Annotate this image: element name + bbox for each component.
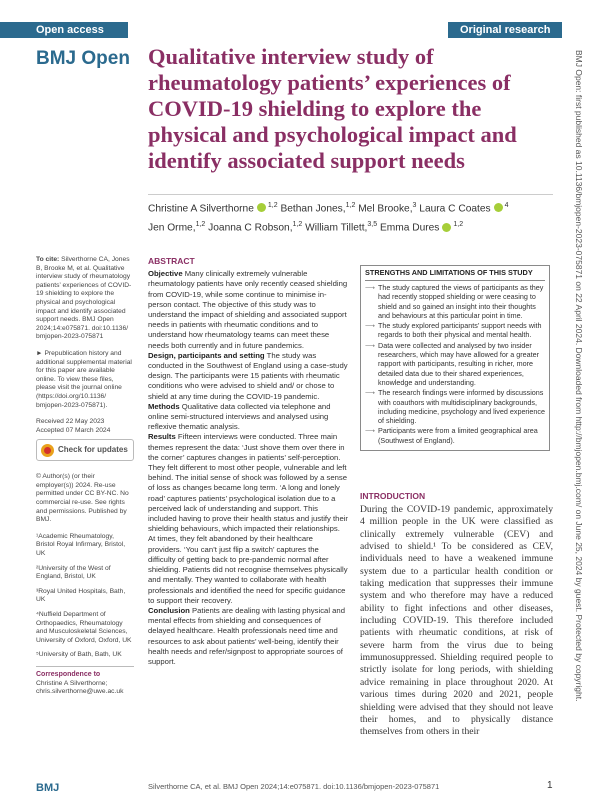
abstract-section-label: Methods <box>148 401 180 411</box>
orcid-icon[interactable] <box>494 203 503 212</box>
abstract-heading: ABSTRACT <box>148 256 195 266</box>
abstract-section-text: Patients are dealing with lasting physical and mental effects from shielding and consequences of delayed healthcare. Health professionals need time and resources to ask about patients’ well-being, identify their health needs and refer/signpost to appropriate sources of support. <box>148 605 345 666</box>
affiliation-item: ³Royal United Hospitals, Bath, UK <box>36 587 126 604</box>
author-affil-sup: 1,2 <box>195 221 206 229</box>
author-name: Bethan Jones, <box>280 203 346 215</box>
abstract-section-label: Results <box>148 432 176 442</box>
open-access-banner <box>0 22 128 38</box>
author-name: Joanna C Robson, <box>208 222 293 234</box>
abstract-section-text: Many clinically extremely vulnerable rheumatology patients have only recently ceased shielding from COVID-19, while some continue to minimise in-person contact. The objective of this study was to understand the impact of shielding and associated support needs in patients with rheumatic conditions and to understand how rheumatology teams can meet these needs both currently and in future pandemics. <box>148 269 348 350</box>
abstract-section <box>148 432 348 605</box>
author-name: Mel Brooke, <box>358 203 413 215</box>
vertical-download-notice <box>572 50 586 750</box>
abstract-section-text: Qualitative data collected via telephone and online semi-structured interviews and analysed using reflexive thematic analysis. <box>148 401 331 432</box>
strengths-item-text: Participants were from a limited geographical area (Southwest of England). <box>378 426 538 445</box>
abstract-body <box>148 269 348 667</box>
orcid-icon[interactable] <box>257 203 266 212</box>
arrow-icon: ⟶ <box>365 321 376 331</box>
affiliation-item: ²University of the West of England, Bristol, UK <box>36 564 111 581</box>
accepted-date: Accepted 07 March 2024 <box>36 426 111 434</box>
strengths-item-text: Data were collected and analysed by two insider researchers, which may have allowed for a greater rapport with participants, resulting in richer, more detailed data due to their shared experiences, knowledge and understanding. <box>378 340 539 387</box>
affiliation-item: ¹Academic Rheumatology, Bristol Royal Infirmary, Bristol, UK <box>36 532 126 558</box>
journal-logo: BMJ Open <box>36 48 130 69</box>
check-for-updates-label: Check for updates <box>58 444 128 454</box>
strengths-heading: STRENGTHS AND LIMITATIONS OF THIS STUDY <box>365 268 545 281</box>
author-affil-sup: 1,2 <box>453 221 464 229</box>
author-name: Emma Dures <box>379 222 440 234</box>
author-name: William Tillett, <box>305 222 368 234</box>
article-type-banner <box>448 22 562 38</box>
author-affil-sup: 3 <box>412 202 417 209</box>
author-name: Christine A Silverthorne <box>148 203 254 215</box>
author-affil-sup: 1,2 <box>345 202 356 209</box>
article-type-label: Original research <box>460 24 551 36</box>
arrow-icon: ⟶ <box>365 340 376 350</box>
introduction-heading: INTRODUCTION <box>360 491 426 501</box>
author-affil-sup: 3,5 <box>367 221 378 229</box>
sidebar <box>36 256 134 697</box>
strengths-item-text: The study captured the views of participants as they had recently stopped shielding or were ceasing to shield and so gained an insight into their thoughts and behaviours at this particular point in time. <box>378 283 544 320</box>
abstract-section-label: Design, participants and setting <box>148 350 265 360</box>
abstract-section-label: Objective <box>148 269 183 279</box>
check-for-updates-button[interactable] <box>36 439 134 461</box>
abstract-section <box>148 606 348 667</box>
abstract-section <box>148 402 348 433</box>
footer-citation: Silverthorne CA, et al. BMJ Open 2024;14:e075871. doi:10.1136/bmjopen-2023-075871 <box>148 782 440 791</box>
strengths-item <box>365 321 545 340</box>
affiliation-item: ⁴Nuffield Department of Orthopaedics, Rheumatology and Musculoskeletal Sciences, University of Oxford, Oxford, UK <box>36 611 132 644</box>
cite-prefix: To cite: <box>36 256 60 263</box>
citation-block <box>36 256 134 342</box>
strengths-item <box>365 388 545 425</box>
author-list <box>148 194 553 237</box>
page-footer <box>0 780 595 794</box>
author-affil-sup: 1,2 <box>267 202 278 209</box>
abstract-section-text: Fifteen interviews were conducted. Three main themes represent the data: ‘Just shove them over there in the corner’ captures changes in patients’ self-perception. They felt different to most other people, vulnerable and left behind. The initial sense of shock was followed by a sense of loss as changes became long term. ‘A long and lonely road’ captures patients’ psychological isolation due to a perceived lack of understanding and support. This included having to prove their health status and justify their shielding behaviours, which impacted their relationships. At times, they felt abandoned by their healthcare providers. ‘You can’t just flip a switch’ captures the difficulty of getting back to pre-pandemic normal after shielding. Patients did not recognise themselves physically and mentally. They wanted to collaborate with health professionals and identified the need for specific guidance to support their recovery. <box>148 432 348 605</box>
author-line-2 <box>148 217 553 236</box>
copyright-note: © Author(s) (or their employer(s)) 2024. Re-use permitted under CC BY-NC. No commercial re-use. See rights and permissions. Published by BMJ. <box>36 473 129 524</box>
author-name: Laura C Coates <box>419 203 491 215</box>
orcid-icon[interactable] <box>442 223 451 232</box>
strengths-item <box>365 341 545 387</box>
page-number: 1 <box>547 780 553 791</box>
received-date: Received 22 May 2023 <box>36 418 105 426</box>
strengths-item <box>365 426 545 445</box>
author-affil-sup: 4 <box>504 202 509 209</box>
author-line-1 <box>148 198 553 217</box>
affiliations <box>36 533 134 660</box>
article-title: Qualitative interview study of rheumatology patients’ experiences of COVID-19 shielding to explore the physical and psychological impact and identify associated support needs <box>148 44 517 173</box>
arrow-icon: ⟶ <box>365 388 376 398</box>
prepub-note: ► Prepublication history and additional supplemental material for this paper are available online. To view these files, please visit the journal online (https://doi.org/10.1136/ bmjopen-2023-075871). <box>36 349 132 409</box>
strengths-item <box>365 283 545 320</box>
correspondence-text[interactable]: Christine A Silverthorne; chris.silverthorne@uwe.ac.uk <box>36 679 124 696</box>
crossmark-icon <box>41 444 54 457</box>
author-name: Jen Orme, <box>148 222 196 234</box>
bmj-footer-logo: BMJ <box>36 782 60 794</box>
introduction-section <box>360 491 553 739</box>
arrow-icon: ⟶ <box>365 283 376 292</box>
abstract <box>148 256 348 667</box>
abstract-section <box>148 351 348 402</box>
introduction-body: During the COVID-19 pandemic, approximately 4 million people in the UK were classified as clinically extremely vulnerable (CEV) and advised to shield.¹ To be considered as CEV, individuals need to have a weakened immune system due to a particular health condition or taking medication that suppresses their immune system and who therefore may have a reduced ability to fight infections and other diseases, including COVID-19. This therefore included patients with rheumatic conditions, at risk of severe harm from the virus due to being immunosuppressed. Shielding required people to strictly isolate for long periods, with shielding advice remaining in place throughout 2020. At various times during 2020 and 2021, people shielding were advised that they should not leave their homes, and to physically distance themselves from others in their <box>360 504 553 738</box>
open-access-label: Open access <box>36 24 104 36</box>
strengths-item-text: The research findings were informed by discussions with coauthors with multidisciplinary backgrounds, including medicine, psychology and lived experience of shielding. <box>378 388 546 426</box>
correspondence-title: Correspondence to <box>36 666 134 680</box>
arrow-icon: ⟶ <box>365 426 376 436</box>
author-affil-sup: 1,2 <box>292 221 303 229</box>
abstract-section-label: Conclusion <box>148 605 190 615</box>
strengths-list <box>365 283 545 445</box>
vertical-text: BMJ Open: first published as 10.1136/bmjopen-2023-075871 on 22 April 2024. Downloaded from http://bmjopen.bmj.com/ on June 25, 2024 by guest. Protected by copyright. <box>574 50 584 702</box>
abstract-section-text: The study was conducted in the Southwest of England using a case-study design. The participants were 15 patients with rheumatic conditions who were advised to shield and/ or chose to shield at any time during the COVID-19 pandemic. <box>148 350 348 401</box>
abstract-section <box>148 269 348 351</box>
affiliation-item: ⁵University of Bath, Bath, UK <box>36 651 122 659</box>
strengths-item-text: The study explored participants’ support needs with regards to both their physical and mental health. <box>378 321 542 340</box>
strengths-limitations-box <box>360 265 550 451</box>
cite-text: Silverthorne CA, Jones B, Brooke M, et al. Qualitative interview study of rheumatology patients’ experiences of COVID-19 shielding to explore the physical and psychological impact and identify associated support needs. BMJ Open 2024;14:e075871. doi:10.1136/ bmjopen-2023-075871 <box>36 256 132 341</box>
